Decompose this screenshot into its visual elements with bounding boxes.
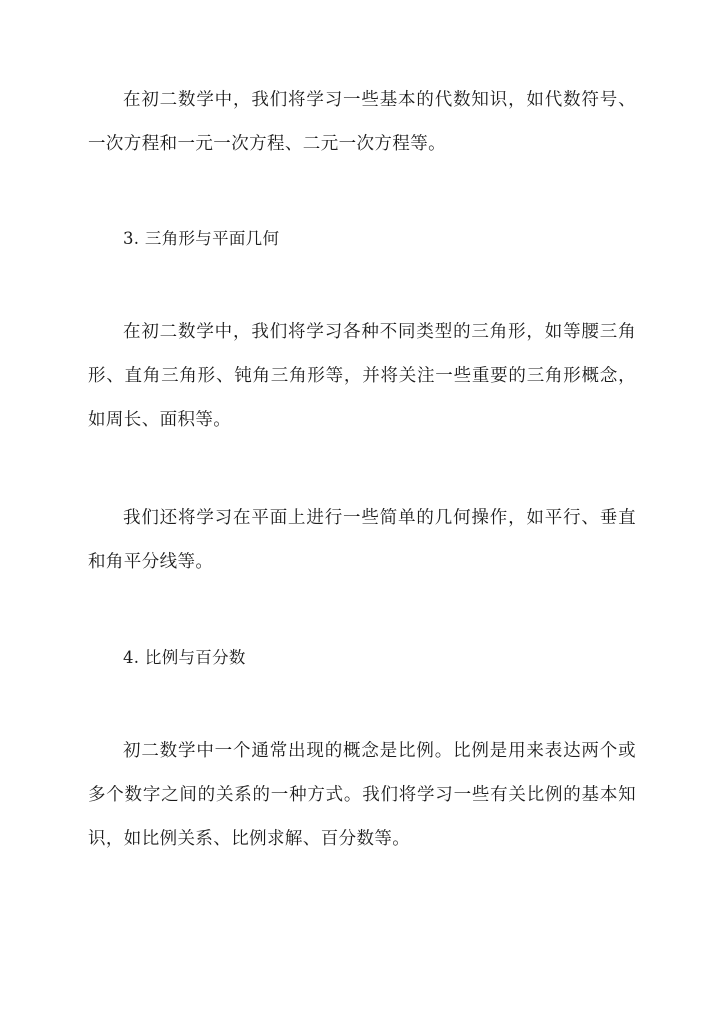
paragraph-geometry-operations: 我们还将学习在平面上进行一些简单的几何操作，如平行、垂直和角平分线等。 [88,508,636,572]
paragraph-ratio: 初二数学中一个通常出现的概念是比例。比例是用来表达两个或多个数字之间的关系的一种方式。我们将学习一些有关比例的基本知识，如比例关系、比例求解、百分数等。 [88,741,636,849]
section-heading-ratio: 4. 比例与百分数 [123,648,246,667]
paragraph-triangles: 在初二数学中，我们将学习各种不同类型的三角形，如等腰三角形、直角三角形、钝角三角形等，并将关注一些重要的三角形概念，如周长、面积等。 [88,322,636,430]
section-heading-triangles: 3. 三角形与平面几何 [123,229,280,248]
paragraph-algebra: 在初二数学中，我们将学习一些基本的代数知识，如代数符号、一次方程和一元一次方程、二元一次方程等。 [88,90,636,154]
